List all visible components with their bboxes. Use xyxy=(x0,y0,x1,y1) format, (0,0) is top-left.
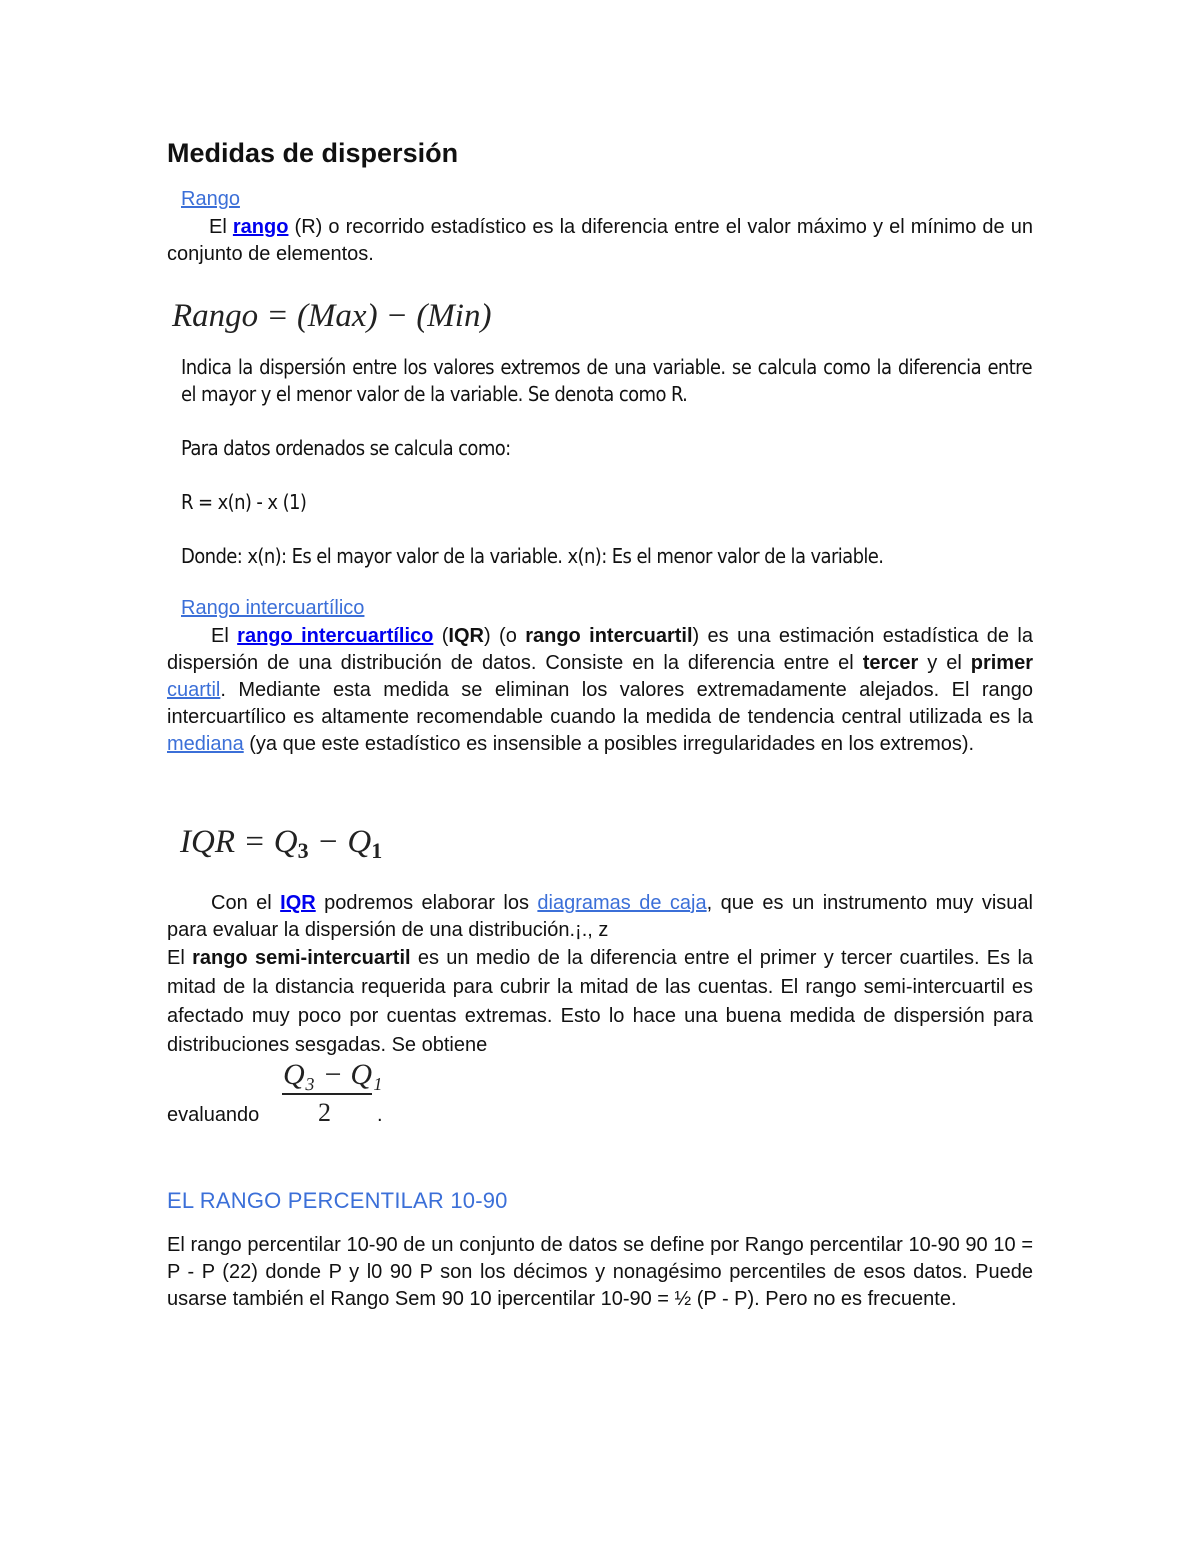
rango-definition xyxy=(167,214,1033,268)
semi-text-1: El xyxy=(167,947,193,969)
iqr-boxplot-text-3: , que es un instrumento muy visual para evaluar la dispersión de una distribución.¡., z xyxy=(167,892,1033,941)
rango-ordered-formula: R = x(n) - x (1) xyxy=(181,490,307,514)
iqr-boxplot-text-1: Con el xyxy=(211,892,281,914)
rango-heading-link[interactable]: Rango xyxy=(181,188,240,210)
rango-link[interactable]: rango xyxy=(232,216,289,238)
page-title: Medidas de dispersión xyxy=(167,138,459,168)
rango-description: Indica la dispersión entre los valores extremos de una variable. se calcula como la diferencia entre el mayor y el menor valor de la variable. Se denota como R. xyxy=(181,355,1032,406)
semi-bold-1: rango semi-intercuartil xyxy=(192,947,411,969)
iqr-boxplot-text xyxy=(167,890,1033,944)
rango-intercuartilico-link[interactable]: rango intercuartílico xyxy=(237,625,434,647)
iqr-text-3: ) (o xyxy=(483,625,526,647)
percentil-heading: EL RANGO PERCENTILAR 10-90 xyxy=(167,1188,508,1213)
iqr-text-8: (ya que este estadístico es insensible a posibles irregularidades en los extremos). xyxy=(243,733,975,755)
rango-text-a: El xyxy=(209,216,233,238)
rango-where-text: Donde: x(n): Es el mayor valor de la variable. x(n): Es el menor valor de la variable. xyxy=(181,544,884,568)
semi-fraction-denominator: 2 xyxy=(318,1098,331,1127)
iqr-formula-sub2: 1 xyxy=(371,838,383,863)
iqr-formula-sub1: 3 xyxy=(297,838,309,863)
iqr-heading-link[interactable]: Rango intercuartílico xyxy=(181,597,365,619)
iqr-boxplot-text-2: podremos elaborar los xyxy=(315,892,538,914)
rango-ordered-text: Para datos ordenados se calcula como: xyxy=(181,436,511,460)
diagramas-de-caja-link[interactable]: diagramas de caja xyxy=(537,892,707,914)
iqr-link[interactable]: IQR xyxy=(280,892,316,914)
iqr-formula-mid: − Q xyxy=(308,824,372,860)
iqr-text-7: . Mediante esta medida se eliminan los valores extremadamente alejados. El rango intercuartílico es altamente recomendable cuando la medida de tendencia central utilizada es la xyxy=(167,679,1033,728)
rango-formula xyxy=(172,298,1038,335)
rango-formula-rhs: (Max) − (Min) xyxy=(296,298,492,334)
iqr-bold-3: tercer xyxy=(862,652,919,674)
rango-text-b: (R) o recorrido estadístico es la diferencia entre el valor máximo y el mínimo de un conjunto de elementos. xyxy=(167,216,1034,265)
iqr-text-2: ( xyxy=(433,625,449,647)
semi-text-2: es un medio de la diferencia entre el primer y tercer cuartiles. Es la mitad de la distancia requerida para cubrir la mitad de las cuentas. El rango semi-intercuartil es afectado muy poco por cuentas extremas. Esto lo hace una buena medida de dispersión para distribuciones sesgadas. Se obtiene xyxy=(167,947,1034,1056)
semi-fraction-numerator: Q₃ − Q₁ xyxy=(283,1058,383,1091)
iqr-text-4: ) es una estimación estadística de la dispersión de una distribución de datos. Consiste en la diferencia entre el xyxy=(167,625,1033,674)
semi-fraction-bar xyxy=(282,1093,372,1095)
iqr-text-5: y el xyxy=(918,652,971,674)
rango-heading[interactable] xyxy=(181,188,1047,211)
evaluando-label: evaluando xyxy=(167,1104,260,1126)
rango-formula-lhs: Rango = xyxy=(172,298,297,334)
iqr-text-1: El xyxy=(211,625,238,647)
iqr-heading[interactable] xyxy=(181,597,1047,620)
iqr-formula xyxy=(180,824,1046,864)
semi-fraction-dot: . xyxy=(377,1104,383,1126)
iqr-bold-2: rango intercuartil xyxy=(525,625,693,647)
iqr-bold-4: primer xyxy=(970,652,1033,674)
iqr-formula-lhs: IQR = Q xyxy=(180,824,298,860)
cuartil-link[interactable]: cuartil xyxy=(167,679,221,701)
percentil-paragraph: El rango percentilar 10-90 de un conjunto de datos se define por Rango percentilar 10-90 90 10 = P - P (22) donde P y l0 90 P son los décimos y nonagésimo percentiles de esos datos. Puede usarse también el Rango Sem 90 10 ipercentilar 10-90 = ½ (P - P). Pero no es frecuente. xyxy=(167,1234,1033,1310)
semi-intercuartil-paragraph xyxy=(167,944,1033,1060)
iqr-definition xyxy=(167,623,1033,758)
iqr-bold-1: IQR xyxy=(448,625,484,647)
mediana-link[interactable]: mediana xyxy=(167,733,244,755)
